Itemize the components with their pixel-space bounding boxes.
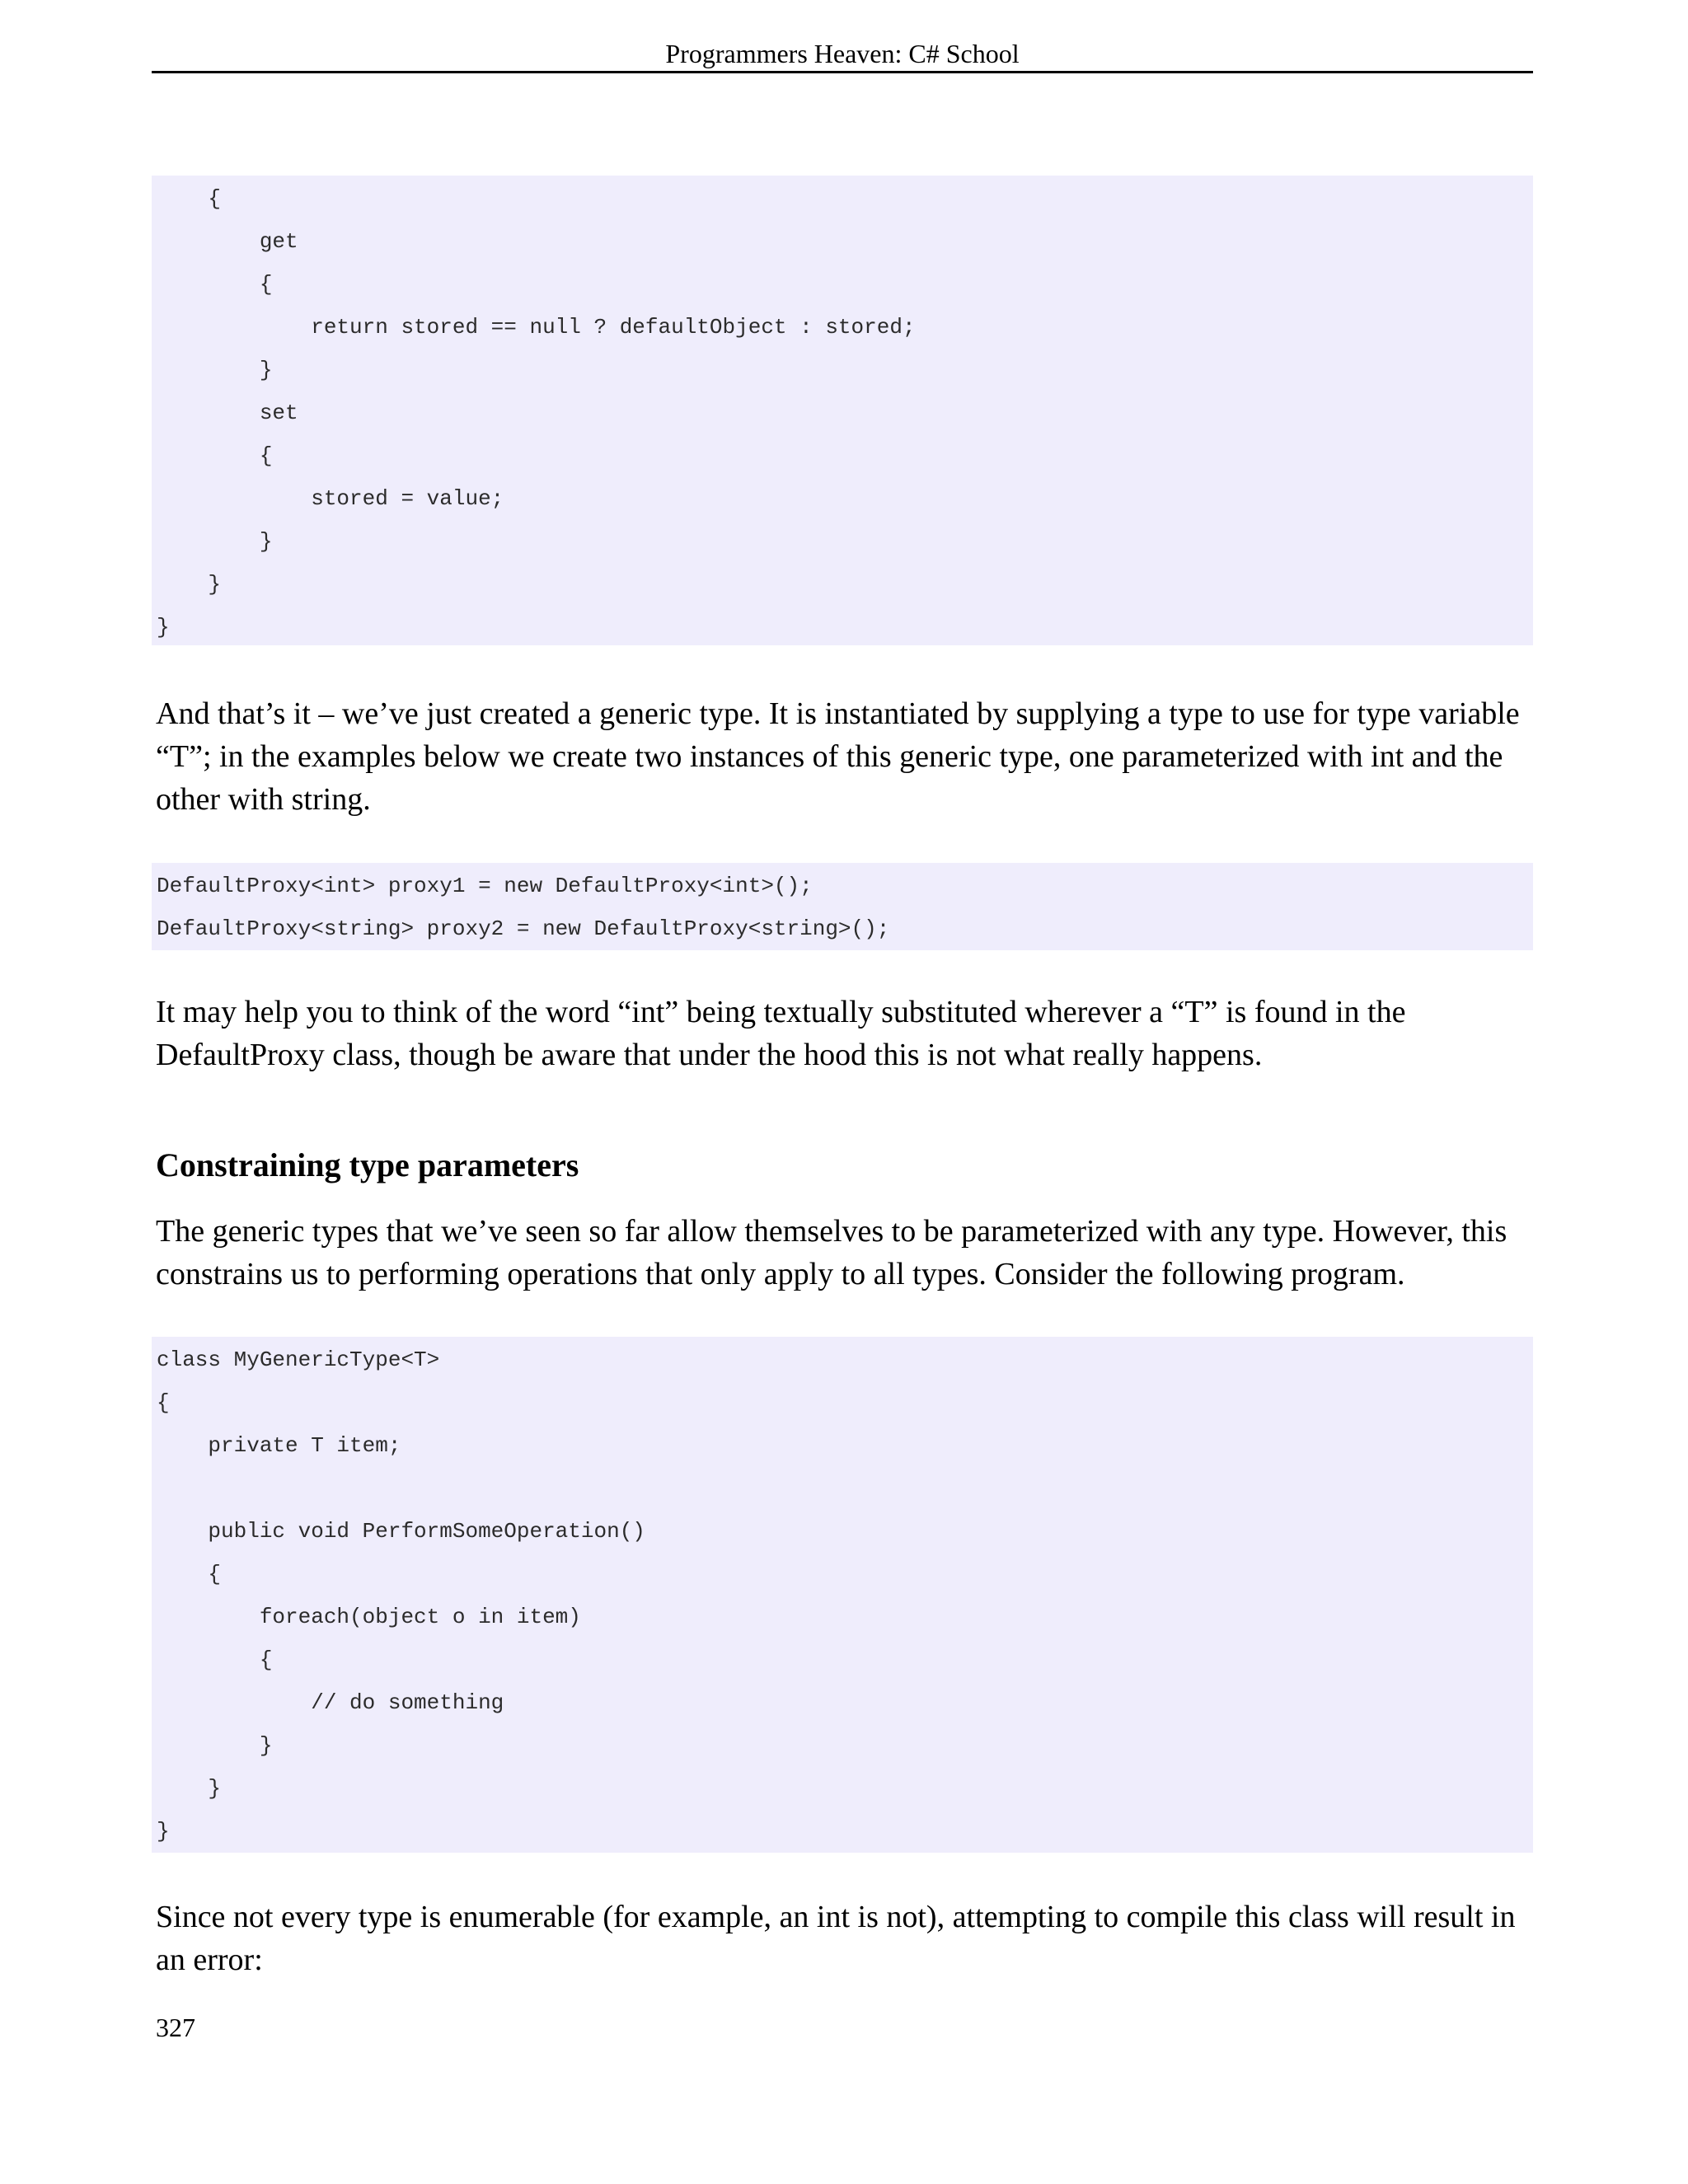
code-line: }	[157, 529, 273, 554]
paragraph-generic-type-intro: And that’s it – we’ve just created a generic type. It is instantiated by supplying a type to use for type variable “T”; in the examples below we create two instances of this generic type, one parameterized with int and the other with string.	[156, 696, 1520, 817]
code-line: }	[157, 1819, 170, 1844]
code-line: public void PerformSomeOperation()	[157, 1519, 645, 1544]
code-line: {	[157, 186, 222, 211]
code-line: {	[157, 443, 273, 468]
code-line: {	[157, 1647, 273, 1672]
code-block-property-accessors	[152, 176, 1533, 645]
code-line: }	[157, 615, 170, 640]
paragraph-constraints-intro: The generic types that we’ve seen so far allow themselves to be parameterized with any type. However, this constrains us to performing operations that only apply to all types. Consider the following program.	[156, 1214, 1507, 1291]
code-line: foreach(object o in item)	[157, 1605, 581, 1629]
paragraph-substitution-note: It may help you to think of the word “int” being textually substituted wherever a “T” is found in the DefaultProxy class, though be aware that under the hood this is not what really happens.	[156, 995, 1406, 1072]
page-number: 327	[156, 2013, 195, 2042]
code-line: set	[157, 401, 298, 425]
code-line: }	[157, 572, 222, 597]
code-line: class MyGenericType<T>	[157, 1347, 440, 1372]
code-line: }	[157, 1776, 222, 1801]
code-line: {	[157, 272, 273, 297]
code-line: private T item;	[157, 1433, 401, 1458]
code-line: DefaultProxy<string> proxy2 = new DefaultProxy<string>();	[157, 916, 890, 941]
code-line: {	[157, 1390, 170, 1415]
code-line: stored = value;	[157, 486, 504, 511]
code-line: get	[157, 229, 298, 254]
code-line: DefaultProxy<int> proxy1 = new DefaultProxy<int>();	[157, 874, 813, 898]
code-line: return stored == null ? defaultObject : stored;	[157, 315, 916, 340]
section-heading: Constraining type parameters	[156, 1146, 579, 1183]
code-line: // do something	[157, 1690, 504, 1715]
paragraph-enumerable-error: Since not every type is enumerable (for example, an int is not), attempting to compile this class will result in an error:	[156, 1900, 1516, 1977]
running-header: Programmers Heaven: C# School	[152, 36, 1533, 73]
code-line: }	[157, 358, 273, 382]
code-block-my-generic-type	[152, 1337, 1533, 1853]
code-block-proxy-instances	[152, 863, 1533, 950]
code-line: {	[157, 1562, 222, 1586]
code-line: }	[157, 1733, 273, 1758]
